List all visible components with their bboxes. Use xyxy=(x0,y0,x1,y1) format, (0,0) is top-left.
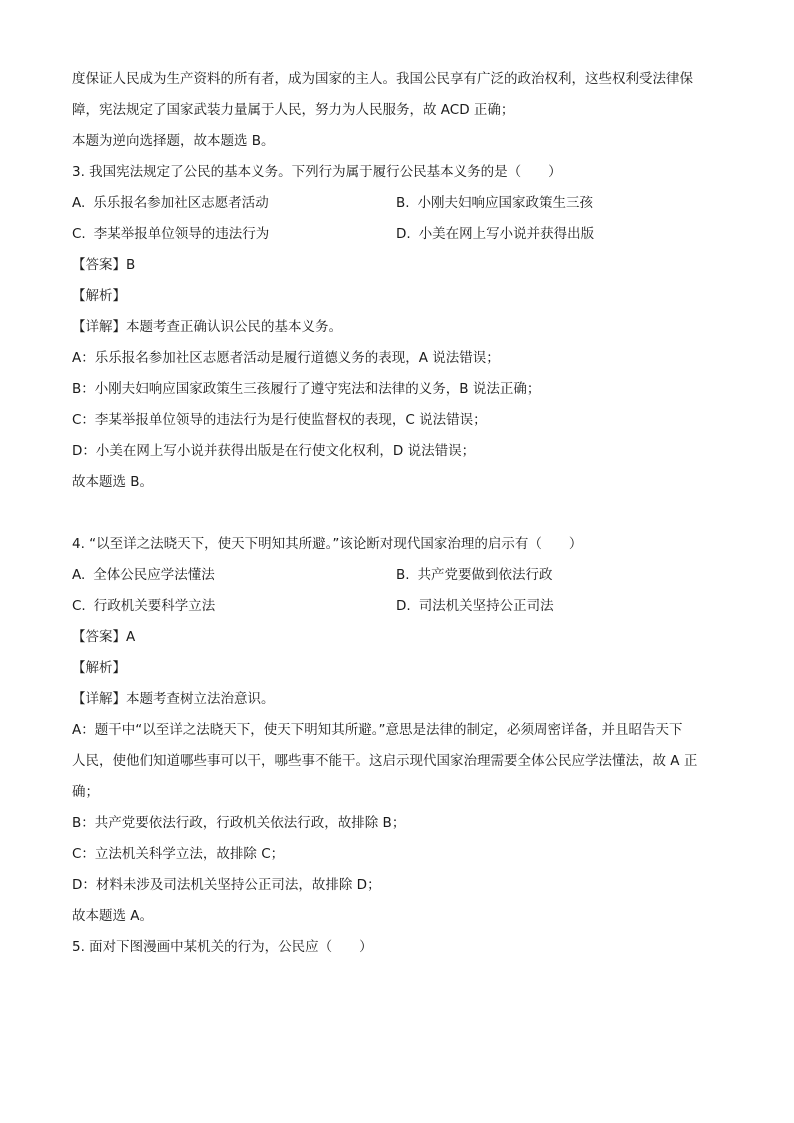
explanation-line: D：小美在网上写小说并获得出版是在行使文化权利，D 说法错误； xyxy=(72,443,476,459)
explanation-line: B：小刚夫妇响应国家政策生三孩履行了遵守宪法和法律的义务，B 说法正确； xyxy=(72,381,541,397)
explanation-line: A：题干中“以至详之法晓天下，使天下明知其所避。”意思是法律的制定，必须周密详备，并且昭告天下 xyxy=(72,722,683,738)
explanation-line: C：李某举报单位领导的违法行为是行使监督权的表现，C 说法错误； xyxy=(72,412,487,428)
explanation-line: C：立法机关科学立法，故排除 C； xyxy=(72,846,285,862)
answer-label: 【答案】A xyxy=(72,629,136,645)
question-3 xyxy=(72,157,724,498)
option-b: B. 小刚夫妇响应国家政策生三孩 xyxy=(396,195,594,211)
explanation-line: 确； xyxy=(72,784,99,800)
question-stem: 3. 我国宪法规定了公民的基本义务。下列行为属于履行公民基本义务的是（ ） xyxy=(72,164,562,180)
option-a: A. 乐乐报名参加社区志愿者活动 xyxy=(72,195,269,211)
conclusion-line: 故本题选 A。 xyxy=(72,908,154,924)
option-row xyxy=(72,219,724,250)
intro-block xyxy=(72,64,724,157)
spacer xyxy=(72,498,724,529)
explanation-line: B：共产党要依法行政，行政机关依法行政，故排除 B； xyxy=(72,815,406,831)
explanation-line: D：材料未涉及司法机关坚持公正司法，故排除 D； xyxy=(72,877,381,893)
option-row xyxy=(72,591,724,622)
detail-label: 【详解】本题考查正确认识公民的基本义务。 xyxy=(72,319,342,335)
answer-label: 【答案】B xyxy=(72,257,136,273)
option-b: B. 共产党要做到依法行政 xyxy=(396,567,553,583)
analysis-label: 【解析】 xyxy=(72,288,126,304)
option-row xyxy=(72,560,724,591)
detail-label: 【详解】本题考查树立法治意识。 xyxy=(72,691,275,707)
question-stem: 5. 面对下图漫画中某机关的行为，公民应（ ） xyxy=(72,939,373,955)
analysis-label: 【解析】 xyxy=(72,660,126,676)
intro-line: 度保证人民成为生产资料的所有者，成为国家的主人。我国公民享有广泛的政治权利，这些权利受法律保 xyxy=(72,71,693,87)
option-d: D. 小美在网上写小说并获得出版 xyxy=(396,226,595,242)
option-row xyxy=(72,188,724,219)
option-a: A. 全体公民应学法懂法 xyxy=(72,567,215,583)
option-c: C. 行政机关要科学立法 xyxy=(72,598,216,614)
question-4 xyxy=(72,529,724,932)
option-d: D. 司法机关坚持公正司法 xyxy=(396,598,554,614)
question-stem: 4. “以至详之法晓天下，使天下明知其所避。”该论断对现代国家治理的启示有（ ） xyxy=(72,536,583,552)
intro-line: 本题为逆向选择题，故本题选 B。 xyxy=(72,133,275,149)
option-c: C. 李某举报单位领导的违法行为 xyxy=(72,226,270,242)
question-5 xyxy=(72,932,724,963)
intro-line: 障，宪法规定了国家武装力量属于人民，努力为人民服务，故 ACD 正确； xyxy=(72,102,515,118)
explanation-line: 人民，使他们知道哪些事可以干，哪些事不能干。这启示现代国家治理需要全体公民应学法懂法，故 A 正 xyxy=(72,753,698,769)
conclusion-line: 故本题选 B。 xyxy=(72,474,154,490)
explanation-line: A：乐乐报名参加社区志愿者活动是履行道德义务的表现，A 说法错误； xyxy=(72,350,500,366)
